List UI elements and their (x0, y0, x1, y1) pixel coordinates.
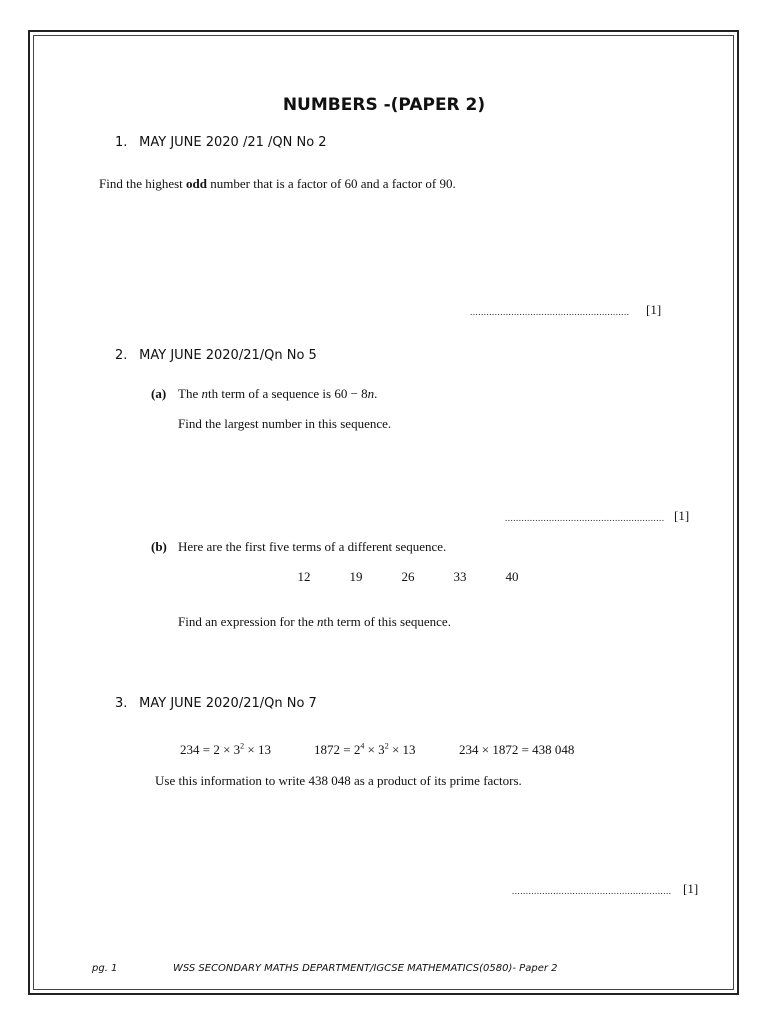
eq1-a: 234 = 2 × 3 (180, 742, 241, 757)
q2b-var-n: n (317, 614, 324, 629)
sequence-term: 19 (349, 569, 363, 584)
sequence-term: 26 (401, 569, 415, 584)
question-3-title: MAY JUNE 2020/21/Qn No 7 (139, 696, 317, 711)
question-1-heading (115, 135, 327, 150)
page-title: NUMBERS -(PAPER 2) (282, 95, 486, 115)
question-1-title: MAY JUNE 2020 /21 /QN No 2 (139, 135, 327, 150)
question-1-marks: [1] (646, 302, 662, 317)
question-2-number: 2. (115, 348, 128, 363)
q2a-var-n2: n (367, 386, 375, 401)
question-2b-instruction (178, 614, 451, 630)
equation-234 (180, 742, 271, 758)
sequence-term: 33 (453, 569, 467, 584)
equation-1872 (314, 742, 416, 758)
q2a-text-3: . (374, 386, 378, 401)
q2b-label-text: (b) (151, 539, 167, 554)
q2b-text-2: th term of this sequence. (323, 614, 451, 629)
q2a-text-2: th term of a sequence is 60 − 8 (207, 386, 368, 401)
question-2b-label (151, 539, 167, 555)
q1-text-end: number that is a factor of 60 and a factor of 90. (207, 176, 456, 191)
eq2-exponent-2: 2 (384, 741, 389, 751)
question-2a-label (151, 386, 166, 402)
sequence-terms (278, 569, 538, 585)
question-2a-text (178, 386, 377, 402)
question-3-number: 3. (115, 696, 128, 711)
eq1-exponent: 2 (240, 741, 245, 751)
question-2b-text: Here are the first five terms of a different sequence. (178, 539, 447, 554)
eq2-c: × 13 (388, 742, 416, 757)
q1-text-bold: odd (186, 176, 207, 191)
eq2-b: × 3 (364, 742, 385, 757)
question-3-answer-line[interactable]: .......................................................... (512, 886, 672, 896)
question-2-heading (115, 348, 317, 363)
equation-product: 234 × 1872 = 438 048 (459, 742, 575, 757)
footer-text: WSS SECONDARY MATHS DEPARTMENT/IGCSE MATHEMATICS(0580)- Paper 2 (173, 963, 558, 974)
question-2-title: MAY JUNE 2020/21/Qn No 5 (139, 348, 317, 363)
q1-text-start: Find the highest (99, 176, 187, 191)
question-2a-answer-line[interactable]: .......................................................... (505, 513, 665, 523)
q2b-text-1: Find an expression for the (178, 614, 318, 629)
question-3-marks: [1] (683, 881, 699, 896)
sequence-term: 12 (297, 569, 311, 584)
question-3-heading (115, 696, 317, 711)
question-2a-marks: [1] (674, 508, 690, 523)
question-1-number: 1. (115, 135, 128, 150)
question-3-text: Use this information to write 438 048 as a product of its prime factors. (155, 773, 522, 788)
q2a-var-n: n (201, 386, 208, 401)
q2a-label-text: (a) (151, 386, 167, 401)
eq2-a: 1872 = 2 (314, 742, 361, 757)
eq2-exponent-1: 4 (360, 741, 365, 751)
question-1-text (99, 176, 456, 192)
eq1-b: × 13 (244, 742, 272, 757)
question-2a-instruction: Find the largest number in this sequence. (178, 416, 392, 431)
q2a-text-1: The (178, 386, 202, 401)
question-1-answer-line[interactable]: .......................................................... (470, 307, 630, 317)
footer-page-number: pg. 1 (92, 963, 118, 974)
sequence-term: 40 (505, 569, 519, 584)
